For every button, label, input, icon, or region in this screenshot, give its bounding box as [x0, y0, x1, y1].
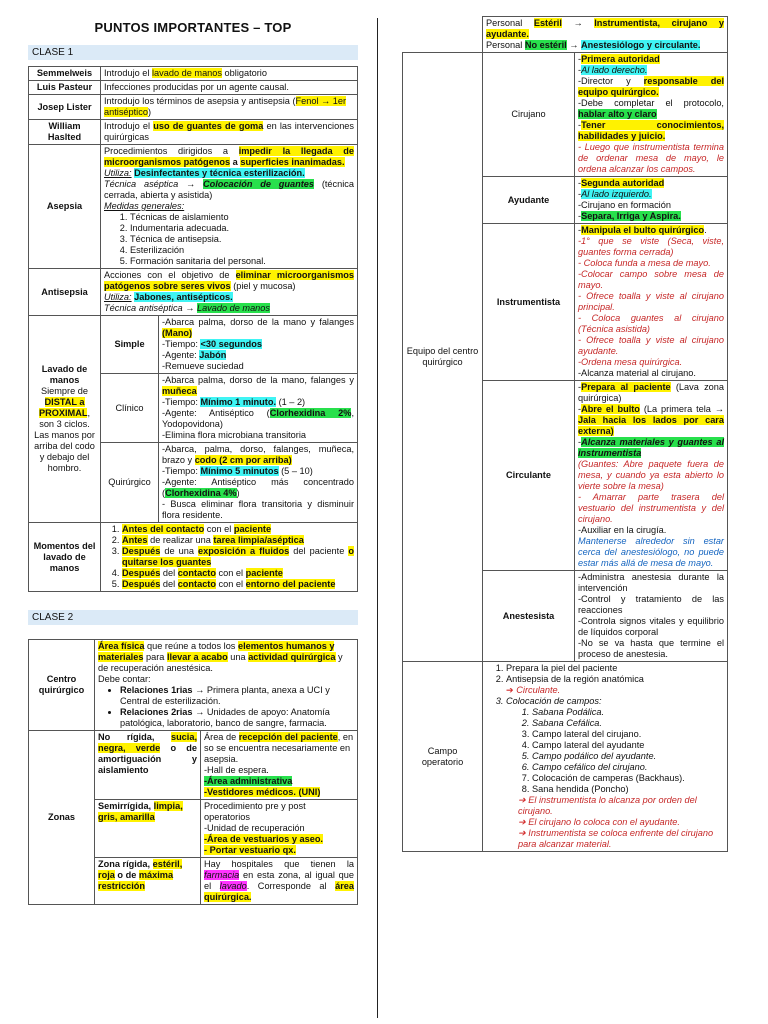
- list-item: 6. Campo cefálico del cirujano.: [532, 762, 724, 773]
- list-item: • Relaciones 1rias → Primera planta, anexa a UCI y Central de esterilización.: [120, 685, 354, 707]
- ayudante-label: Ayudante: [483, 177, 575, 224]
- medidas-list: 1. Técnicas de aislamiento 2. Indumentaria adecuada. 3. Técnica de antisepsia. 4. Esterilización 5. Formación sanitaria del personal.: [104, 212, 354, 267]
- campo-steps: [486, 663, 724, 850]
- campo-content: [483, 662, 728, 852]
- clase2-table: [28, 639, 358, 905]
- anestesista-label: Anestesista: [483, 571, 575, 662]
- momentos-content: [101, 523, 358, 592]
- list-item: 2. Sabana Cefálica.: [532, 718, 724, 729]
- row-label: William Haslted: [29, 120, 101, 145]
- asepsia-content: Procedimientos dirigidos a impedir la llegada de microorganismos patógenos a superficies inanimadas. Utiliza: Desinfectantes y técnica esterilización. Técnica aséptica → Colocación de guantes (técnica cerrada, abierta y asistida) Medidas generales: 1. Técnicas de aislamiento 2. Indumentaria adecuada. 3. Técnica de antisepsia. 4. Esterilización 5. Formación sanitaria del personal.: [101, 145, 358, 269]
- momentos-list: [104, 524, 354, 590]
- list-item: 1. Sabana Podálica.: [532, 707, 724, 718]
- list-item: • Relaciones 2rias → Unidades de apoyo: Anatomía patológica, laboratorio, banco de sangre, farmacia.: [120, 707, 354, 729]
- row-text: Introdujo los términos de asepsia y antisepsia (Fenol → 1er antiséptico): [101, 95, 358, 120]
- clase2-header: CLASE 2: [28, 610, 358, 625]
- campo-notes: ➔ El instrumentista lo alcanza por orden del cirujano. ➔ El cirujano lo coloca con el ayudante. ➔ Instrumentista se coloca enfrente del cirujano para alcanzar material.: [518, 795, 714, 849]
- row-text: Infecciones producidas por un agente causal.: [101, 81, 358, 95]
- list-item: 7. Colocación de camperas (Backhaus).: [532, 773, 724, 784]
- cirujano-label: Cirujano: [483, 53, 575, 177]
- zona2-desc: Procedimiento pre y post operatorios -Unidad de recuperación -Área de vestuarios y aseo. - Portar vestuario qx.: [201, 800, 358, 858]
- arrow-right-icon: ➔: [506, 685, 514, 695]
- list-item: 3. Campo lateral del cirujano.: [532, 729, 724, 740]
- quirurgico-label: Quirúrgico: [101, 443, 159, 523]
- campo-label: Campo operatorio: [403, 662, 483, 852]
- left-column: [28, 14, 358, 905]
- table-row: [29, 269, 358, 316]
- table-row: [29, 120, 358, 145]
- table-row: [29, 145, 358, 269]
- row-label: Luis Pasteur: [29, 81, 101, 95]
- zona1-title: No rígida, sucia, negra, verde o de amortiguación y aislamiento: [95, 731, 201, 800]
- zonas-label: Zonas: [29, 731, 95, 905]
- momentos-label: Momentos del lavado de manos: [29, 523, 101, 592]
- table-row: [403, 17, 728, 53]
- row-label: Josep Lister: [29, 95, 101, 120]
- list-item: 2. Antisepsia de la región anatómica ➔ Circulante.: [506, 674, 724, 696]
- list-item: 8. Sana hendida (Poncho): [532, 784, 724, 795]
- row-label: Semmelweis: [29, 67, 101, 81]
- asepsia-label: Asepsia: [29, 145, 101, 269]
- zona3-desc: Hay hospitales que tienen la farmacia en esta zona, al igual que el lavado. Corresponde al área quirúrgica.: [201, 858, 358, 905]
- table-row: [29, 731, 358, 800]
- simple-label: Simple: [101, 316, 159, 374]
- antisepsia-content: Acciones con el objetivo de eliminar microorganismos patógenos sobre seres vivos (piel y mucosa) Utiliza: Jabones, antisépticos. Técnica antiséptica → Lavado de manos: [101, 269, 358, 316]
- table-row: [403, 662, 728, 852]
- lavado-label: Lavado de manos Siempre de DISTAL a PROXIMAL, son 3 ciclos. Las manos por arriba del codo y debajo del hombro.: [29, 316, 101, 523]
- zona3-title: Zona rígida, estéril, roja o de máxima restricción: [95, 858, 201, 905]
- clase1-table: [28, 66, 358, 592]
- quirurgico-content: -Abarca, palma, dorso, falanges, muñeca, brazo y codo (2 cm por arriba) -Tiempo: Mínimo 5 minutos (5 – 10) -Agente: Antiséptico más concentrado (Clorhexidina 4%) - Busca eliminar flora transitoria y disminuir flora residente.: [159, 443, 358, 523]
- equipo-label: Equipo del centro quirúrgico: [403, 53, 483, 662]
- centro-label: Centro quirúrgico: [29, 640, 95, 731]
- row-text: Introdujo el lavado de manos obligatorio: [101, 67, 358, 81]
- column-divider: [377, 18, 378, 1018]
- equipo-table: [402, 16, 728, 852]
- list-item: 4. Después del contacto con el paciente: [122, 568, 354, 579]
- table-row: [29, 316, 358, 374]
- centro-content: Área física que reúne a todos los elementos humanos y materiales para llevar a acabo una actividad quirúrgica y de recuperación anestésica. Debe contar: • Relaciones 1rias → Primera planta, anexa a UCI y Central de esterilización. • Relaciones 2rias → Unidades de apoyo: Anatomía patológica, laboratorio, banco de sangre, farmacia.: [95, 640, 358, 731]
- instrumentista-label: Instrumentista: [483, 224, 575, 381]
- arrow-right-icon: ➔: [518, 828, 526, 838]
- list-item: 5. Después del contacto con el entorno del paciente: [122, 579, 354, 590]
- page-title: PUNTOS IMPORTANTES – TOP: [94, 20, 292, 35]
- list-item: 3. Colocación de campos: 1. Sabana Podálica. 2. Sabana Cefálica. 3. Campo lateral del cirujano. 4. Campo lateral del ayudante 5. Campo podálico del ayudante. 6. Campo cefálico del cirujano. 7. Colocación de camperas (Backhaus). 8. Sana hendida (Poncho) ➔ El instrumentista lo alcanza por orden del cirujano. ➔ El cirujano lo coloca con el ayudante. ➔ Instrumentista se coloca enfrente del cirujano para alcanzar material.: [506, 696, 724, 850]
- list-item: 5. Campo podálico del ayudante.: [532, 751, 724, 762]
- anestesista-content: -Administra anestesia durante la intervención -Control y tratamiento de las reacciones -Controla signos vitales y equilibrio de líquidos corporal -No se va hasta que termine el proceso de anestesia.: [575, 571, 728, 662]
- personal-content: Personal Estéril → Instrumentista, cirujano y ayudante. Personal No estéril → Anestesiólogo y circulante.: [483, 17, 728, 53]
- list-item: 1. Antes del contacto con el paciente: [122, 524, 354, 535]
- list-item: 3. Después de una exposición a fluidos del paciente o quitarse los guantes: [122, 546, 354, 568]
- clinico-content: -Abarca palma, dorso de la mano, falanges y muñeca -Tiempo: Mínimo 1 minuto. (1 – 2) -Agente: Antiséptico (Clorhexidina 2%, Yodopovidona) -Elimina flora microbiana transitoria: [159, 374, 358, 443]
- zona1-desc: Área de recepción del paciente, en so se encuentra necesariamente en asepsia. -Hall de espera. -Área administrativa -Vestidores médicos. (UNI): [201, 731, 358, 800]
- row-text: Introdujo el uso de guantes de goma en las intervenciones quirúrgicas: [101, 120, 358, 145]
- table-row: [29, 640, 358, 731]
- clinico-label: Clínico: [101, 374, 159, 443]
- clase1-header: CLASE 1: [28, 45, 358, 60]
- antisepsia-label: Antisepsia: [29, 269, 101, 316]
- instrumentista-content: -Manipula el bulto quirúrgico. -1° que se viste (Seca, viste, guantes forma cerrada) - Coloca funda a mesa de mayo. -Colocar campo sobre mesa de mayo. - Ofrece toalla y viste al cirujano principal. - Coloca guantes al cirujano (Técnica asistida) - Ofrece toalla y viste al cirujano ayudante. -Ordena mesa quirúrgica. -Alcanza material al cirujano.: [575, 224, 728, 381]
- arrow-right-icon: ➔: [518, 817, 526, 827]
- relaciones-list: [98, 685, 354, 729]
- campos-list: [506, 707, 724, 795]
- list-item: 1. Prepara la piel del paciente: [506, 663, 724, 674]
- circulante-content: -Prepara al paciente (Lava zona quirúrgica) -Abre el bulto (La primera tela → Jala hacia los lados por cara externa) -Alcanza materiales y guantes al instrumentista (Guantes: Abre paquete fuera de mesa, y cuando ya esta abierto lo vierte sobre la mesa) - Amarrar parte trasera del vestuario del instrumentista y del cirujano. -Auxiliar en la cirugía. Mantenerse alrededor sin estar cerca del anestesiólogo, no puede estar más allá de mesa de mayo.: [575, 381, 728, 571]
- circulante-label: Circulante: [483, 381, 575, 571]
- table-row: [29, 95, 358, 120]
- zona2-title: Semirrígida, limpia, gris, amarilla: [95, 800, 201, 858]
- table-row: [403, 53, 728, 177]
- ayudante-content: -Segunda autoridad -Al lado izquierdo. -Cirujano en formación -Separa, Irriga y Aspira.: [575, 177, 728, 224]
- list-item: 4. Campo lateral del ayudante: [532, 740, 724, 751]
- table-row: [29, 67, 358, 81]
- arrow-right-icon: ➔: [518, 795, 526, 805]
- simple-content: -Abarca palma, dorso de la mano y falanges (Mano) -Tiempo: <30 segundos -Agente: Jabón -Remueve suciedad: [159, 316, 358, 374]
- cirujano-content: -Primera autoridad -Al lado derecho. -Director y responsable del equipo quirúrgico. -Debe completar el protocolo, hablar alto y claro -Tener conocimientos, habilidades y juicio. - Luego que instrumentista termina de ordenar mesa de mayo, le ordena alcanzar los campos.: [575, 53, 728, 177]
- list-item: 2. Antes de realizar una tarea limpia/aséptica: [122, 535, 354, 546]
- table-row: [29, 81, 358, 95]
- table-row: [29, 523, 358, 592]
